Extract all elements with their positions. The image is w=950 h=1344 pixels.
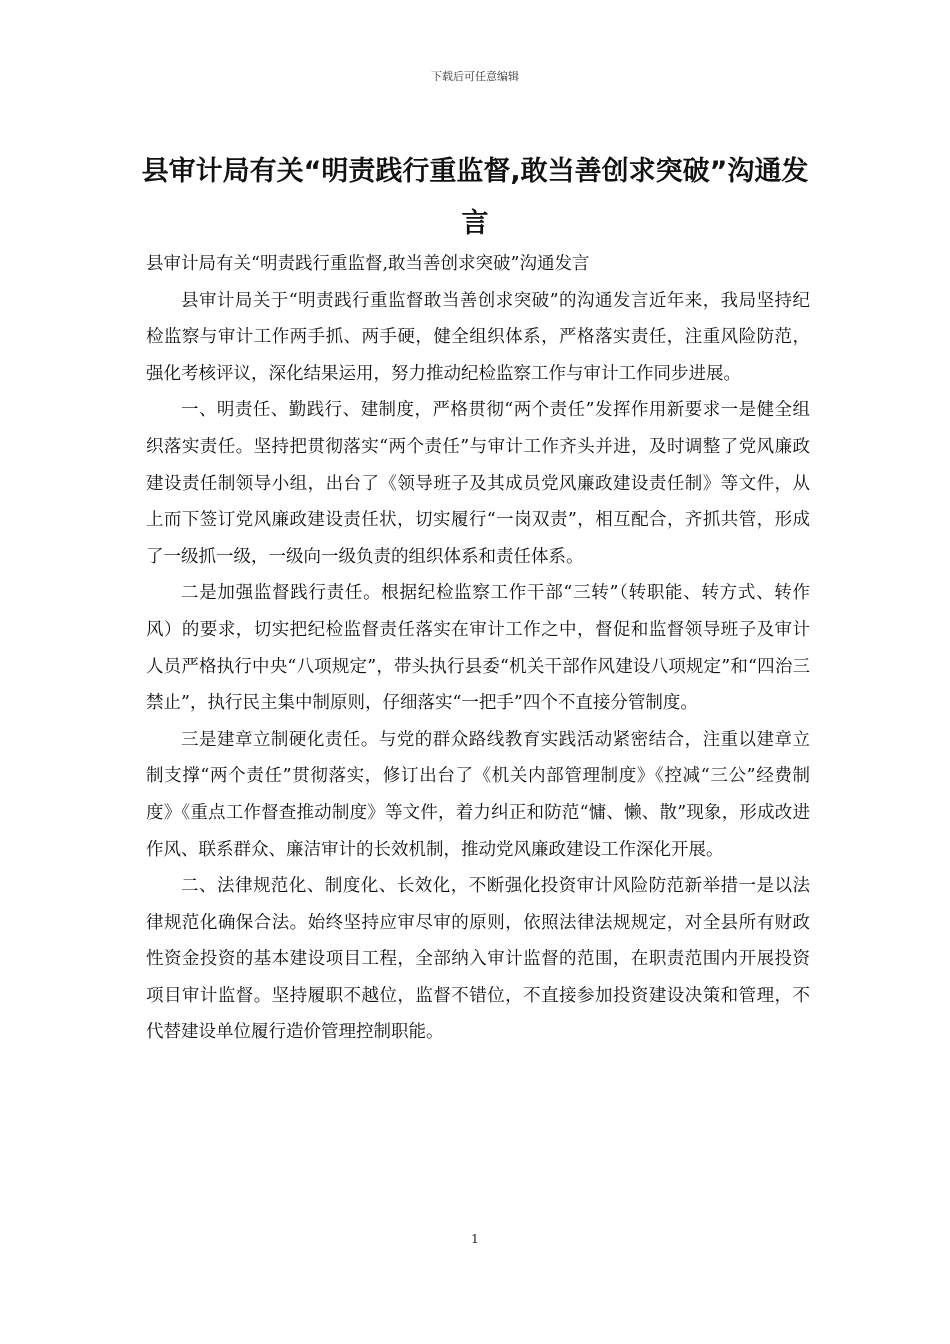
paragraph-section-two: 二、法律规范化、制度化、长效化，不断强化投资审计风险防范新举措一是以法律规范化确保合法。始终坚持应审尽审的原则，依照法律法规规定，对全县所有财政性资金投资的基本建设项目工程，全部纳入审计监督的范围，在职责范围内开展投资项目审计监督。坚持履职不越位，监督不错位，不直接参加投资建设决策和管理，不代替建设单位履行造价管理控制职能。 (146, 876, 810, 1043)
header-note: 下载后可任意编辑 (431, 70, 519, 83)
paragraph-section-one: 一、明责任、勤践行、建制度，严格贯彻“两个责任”发挥作用新要求一是健全组织落实责任。坚持把贯彻落实“两个责任”与审计工作齐头并进，及时调整了党风廉政建设责任制领导小组，出台了《领导班子及其成员党风廉政建设责任制》等文件，从上而下签订党风廉政建设责任状，切实履行“一岗双责”，相互配合，齐抓共管，形成了一级抓一级，一级向一级负责的组织体系和责任体系。 (146, 400, 810, 567)
document-title: 县审计局有关“明责践行重监督,敢当善创求突破”沟通发言 (141, 156, 809, 239)
document-subtitle: 县审计局有关“明责践行重监督,敢当善创求突破”沟通发言 (146, 254, 590, 274)
paragraph-supervision: 二是加强监督践行责任。根据纪检监察工作干部“三转”（转职能、转方式、转作风）的要求，切实把纪检监督责任落实在审计工作之中，督促和监督领导班子及审计人员严格执行中央“八项规定”，带头执行县委“机关干部作风建设八项规定”和“四治三禁止”，执行民主集中制原则，仔细落实“一把手”四个不直接分管制度。 (146, 583, 810, 714)
paragraph-regulations: 三是建章立制硬化责任。与党的群众路线教育实践活动紧密结合，注重以建章立制支撑“两个责任”贯彻落实，修订出台了《机关内部管理制度》《控减“三公”经费制度》《重点工作督查推动制度》等文件，着力纠正和防范“慵、懒、散”现象，形成改进作风、联系群众、廉洁审计的长效机制，推动党风廉政建设工作深化开展。 (146, 729, 810, 860)
page-number: 1 (471, 1232, 479, 1246)
paragraph-intro: 县审计局关于“明责践行重监督敢当善创求突破”的沟通发言近年来，我局坚持纪检监察与审计工作两手抓、两手硬，健全组织体系，严格落实责任，注重风险防范，强化考核评议，深化结果运用，努力推动纪检监察工作与审计工作同步进展。 (146, 290, 810, 384)
document-body (146, 246, 810, 1051)
